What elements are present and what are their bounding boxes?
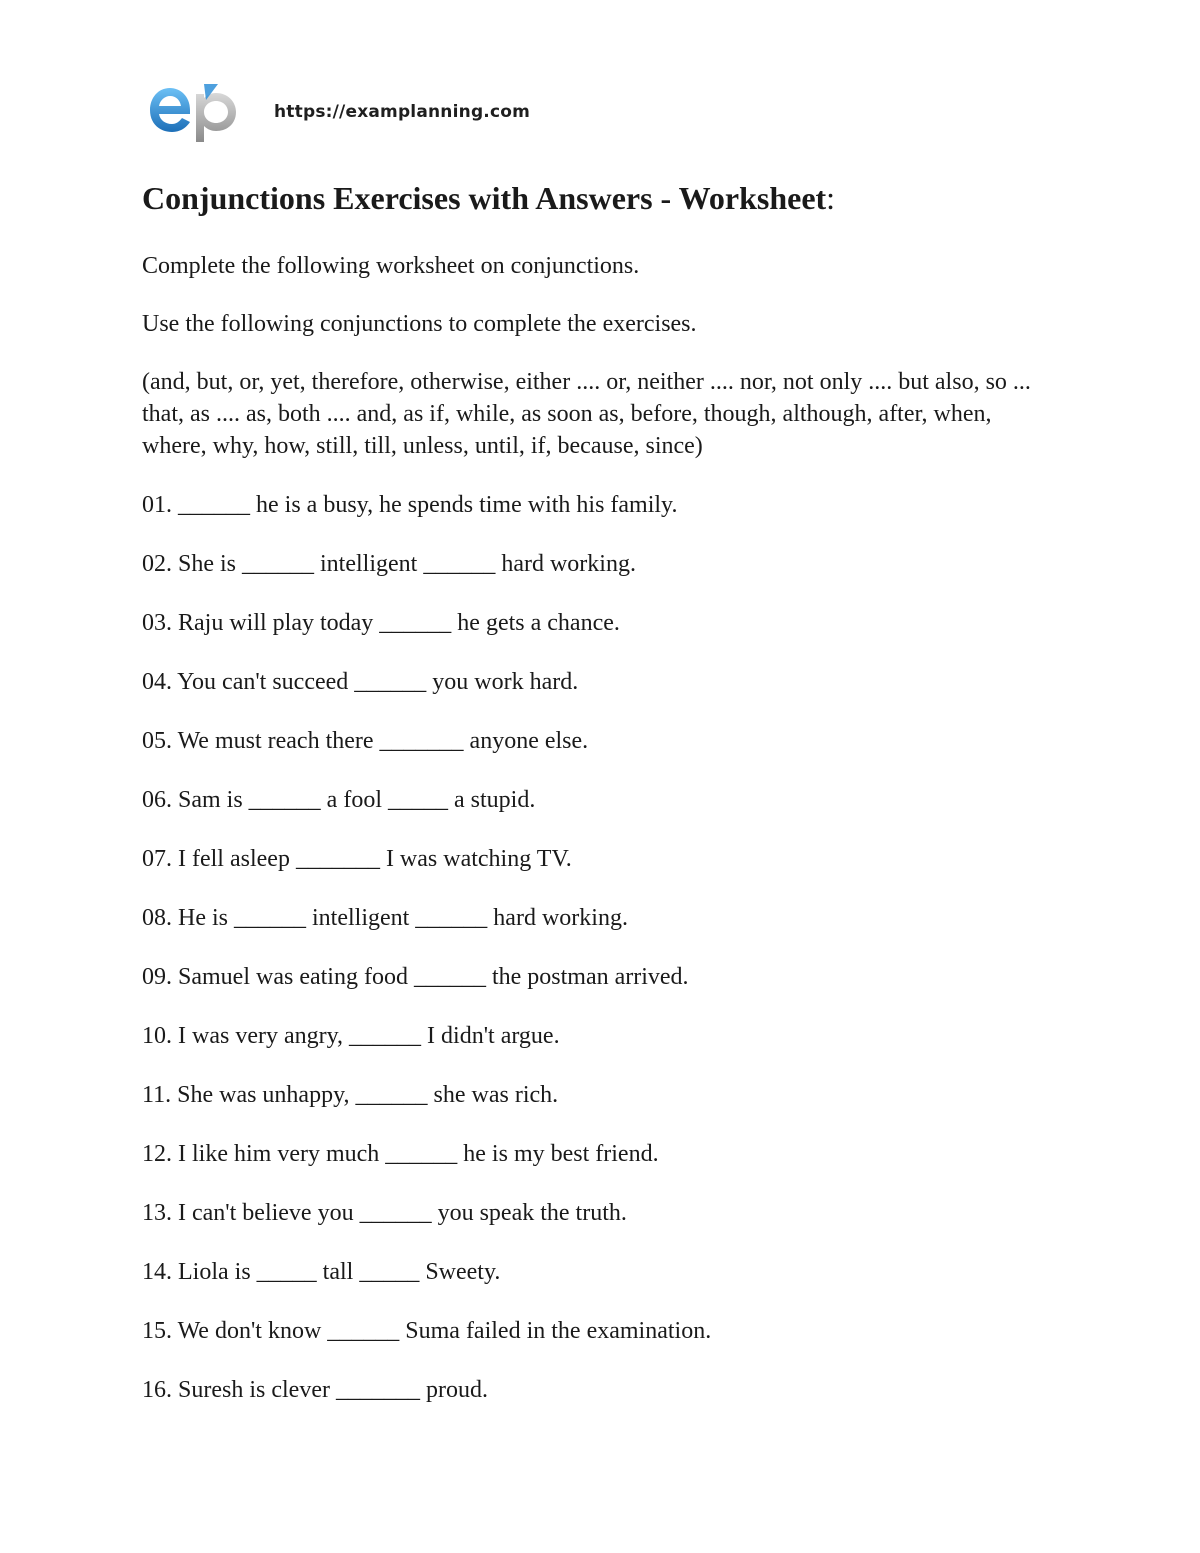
examplanning-logo: [146, 80, 242, 144]
question-item: 10. I was very angry, ______ I didn't argue.: [142, 1023, 560, 1049]
question-item: 01. ______ he is a busy, he spends time with his family.: [142, 492, 678, 518]
question-item: 15. We don't know ______ Suma failed in the examination.: [142, 1318, 712, 1344]
question-item: 07. I fell asleep _______ I was watching TV.: [142, 846, 572, 872]
instruction-complete: Complete the following worksheet on conjunctions.: [142, 253, 640, 279]
question-item: 04. You can't succeed ______ you work hard.: [142, 669, 579, 695]
question-item: 12. I like him very much ______ he is my best friend.: [142, 1141, 659, 1167]
question-item: 08. He is ______ intelligent ______ hard working.: [142, 905, 628, 931]
conjunction-list: (and, but, or, yet, therefore, otherwise, either .... or, neither .... nor, not only .... but also, so ... that, as .... as, both .... and, as if, while, as soon as, before, though, although, after, when, where, why, how, still, till, unless, until, if, because, since): [142, 369, 1031, 459]
question-item: 06. Sam is ______ a fool _____ a stupid.: [142, 787, 536, 813]
site-url[interactable]: https://examplanning.com: [274, 102, 531, 122]
question-item: 13. I can't believe you ______ you speak the truth.: [142, 1200, 627, 1226]
question-item: 11. She was unhappy, ______ she was rich.: [142, 1082, 559, 1108]
question-item: 14. Liola is _____ tall _____ Sweety.: [142, 1259, 501, 1285]
question-item: 03. Raju will play today ______ he gets a chance.: [142, 610, 620, 636]
instruction-use: Use the following conjunctions to complete the exercises.: [142, 311, 697, 337]
page-title-colon: :: [826, 180, 836, 216]
page-title-text: Conjunctions Exercises with Answers - Worksheet: [142, 180, 827, 216]
header: [146, 80, 646, 144]
question-item: 16. Suresh is clever _______ proud.: [142, 1377, 488, 1403]
question-item: 05. We must reach there _______ anyone else.: [142, 728, 589, 754]
question-item: 02. She is ______ intelligent ______ hard working.: [142, 551, 636, 577]
page-title: [142, 180, 835, 217]
question-list: [142, 489, 1062, 1433]
question-item: 09. Samuel was eating food ______ the postman arrived.: [142, 964, 689, 990]
